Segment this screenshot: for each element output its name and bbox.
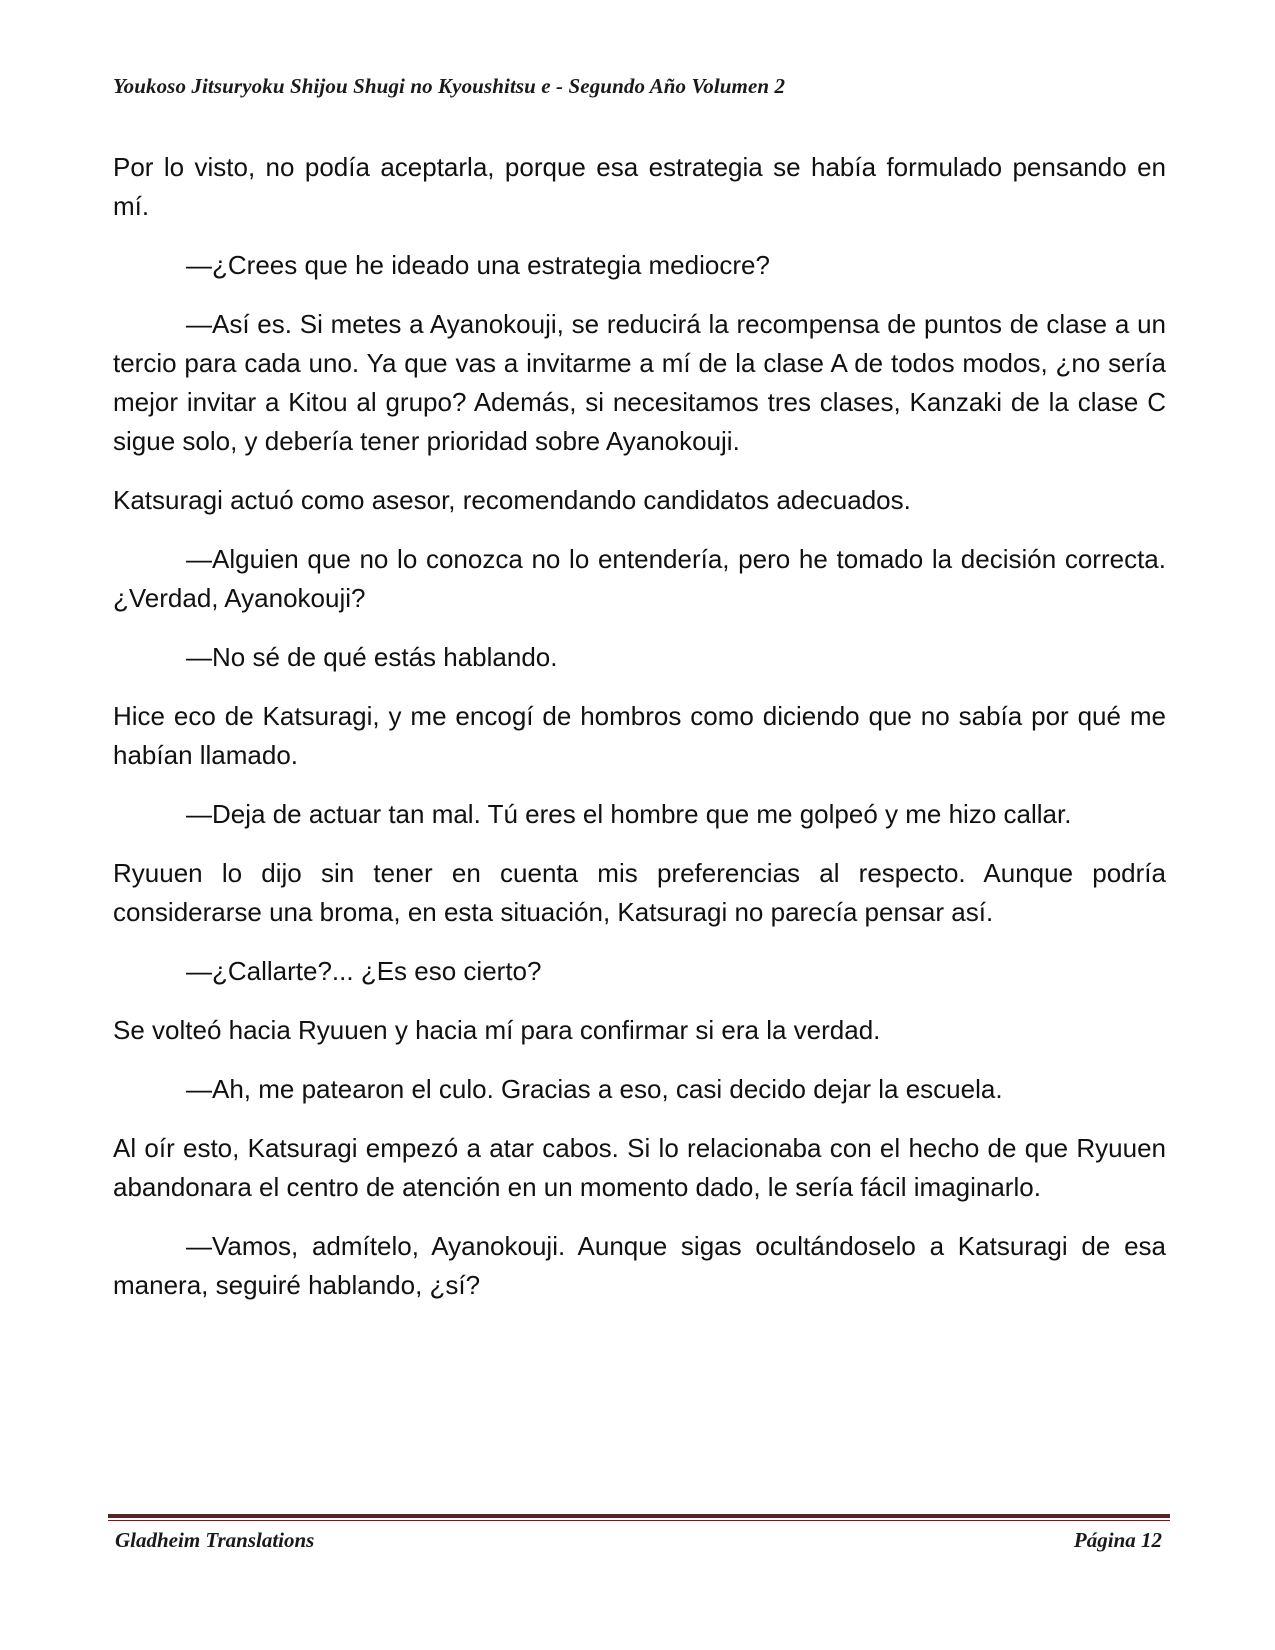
dialogue-paragraph: —Alguien que no lo conozca no lo entendería, pero he tomado la decisión correcta. ¿Verdad, Ayanokouji? [113,544,1166,613]
footer-credit: Gladheim Translations [115,1528,315,1552]
paragraph: Ryuuen lo dijo sin tener en cuenta mis preferencias al respecto. Aunque podría considerarse una broma, en esta situación, Katsuragi no parecía pensar así. [113,858,1166,927]
page-header: Youkoso Jitsuryoku Shijou Shugi no Kyoushitsu e - Segundo Año Volumen 2 [113,74,786,98]
body-text [113,148,1166,1325]
footer-divider-thick-line [108,1514,1170,1518]
page-number: Página 12 [1073,1528,1162,1552]
dialogue-paragraph: —Deja de actuar tan mal. Tú eres el hombre que me golpeó y me hizo callar. [186,799,1072,829]
footer-divider [108,1514,1170,1522]
dialogue-paragraph: —Vamos, admítelo, Ayanokouji. Aunque sigas ocultándoselo a Katsuragi de esa manera, seguiré hablando, ¿sí? [113,1231,1166,1300]
paragraph: Al oír esto, Katsuragi empezó a atar cabos. Si lo relacionaba con el hecho de que Ryuuen abandonara el centro de atención en un momento dado, le sería fácil imaginarlo. [113,1133,1166,1202]
dialogue-paragraph: —¿Crees que he ideado una estrategia mediocre? [186,250,770,280]
dialogue-paragraph: —No sé de qué estás hablando. [186,642,558,672]
paragraph: Se volteó hacia Ryuuen y hacia mí para confirmar si era la verdad. [113,1015,881,1045]
paragraph: Por lo visto, no podía aceptarla, porque esa estrategia se había formulado pensando en mí. [113,152,1166,221]
paragraph: Katsuragi actuó como asesor, recomendando candidatos adecuados. [113,485,911,515]
dialogue-paragraph: —¿Callarte?... ¿Es eso cierto? [186,956,542,986]
paragraph: Hice eco de Katsuragi, y me encogí de hombros como diciendo que no sabía por qué me habían llamado. [113,701,1166,770]
dialogue-paragraph: —Ah, me patearon el culo. Gracias a eso, casi decido dejar la escuela. [186,1074,1003,1104]
footer-divider-thin-line [108,1520,1170,1521]
dialogue-paragraph: —Así es. Si metes a Ayanokouji, se reducirá la recompensa de puntos de clase a un tercio para cada uno. Ya que vas a invitarme a mí de la clase A de todos modos, ¿no sería mejor invitar a Kitou al grupo? Además, si necesitamos tres clases, Kanzaki de la clase C sigue solo, y debería tener prioridad sobre Ayanokouji. [113,309,1166,456]
